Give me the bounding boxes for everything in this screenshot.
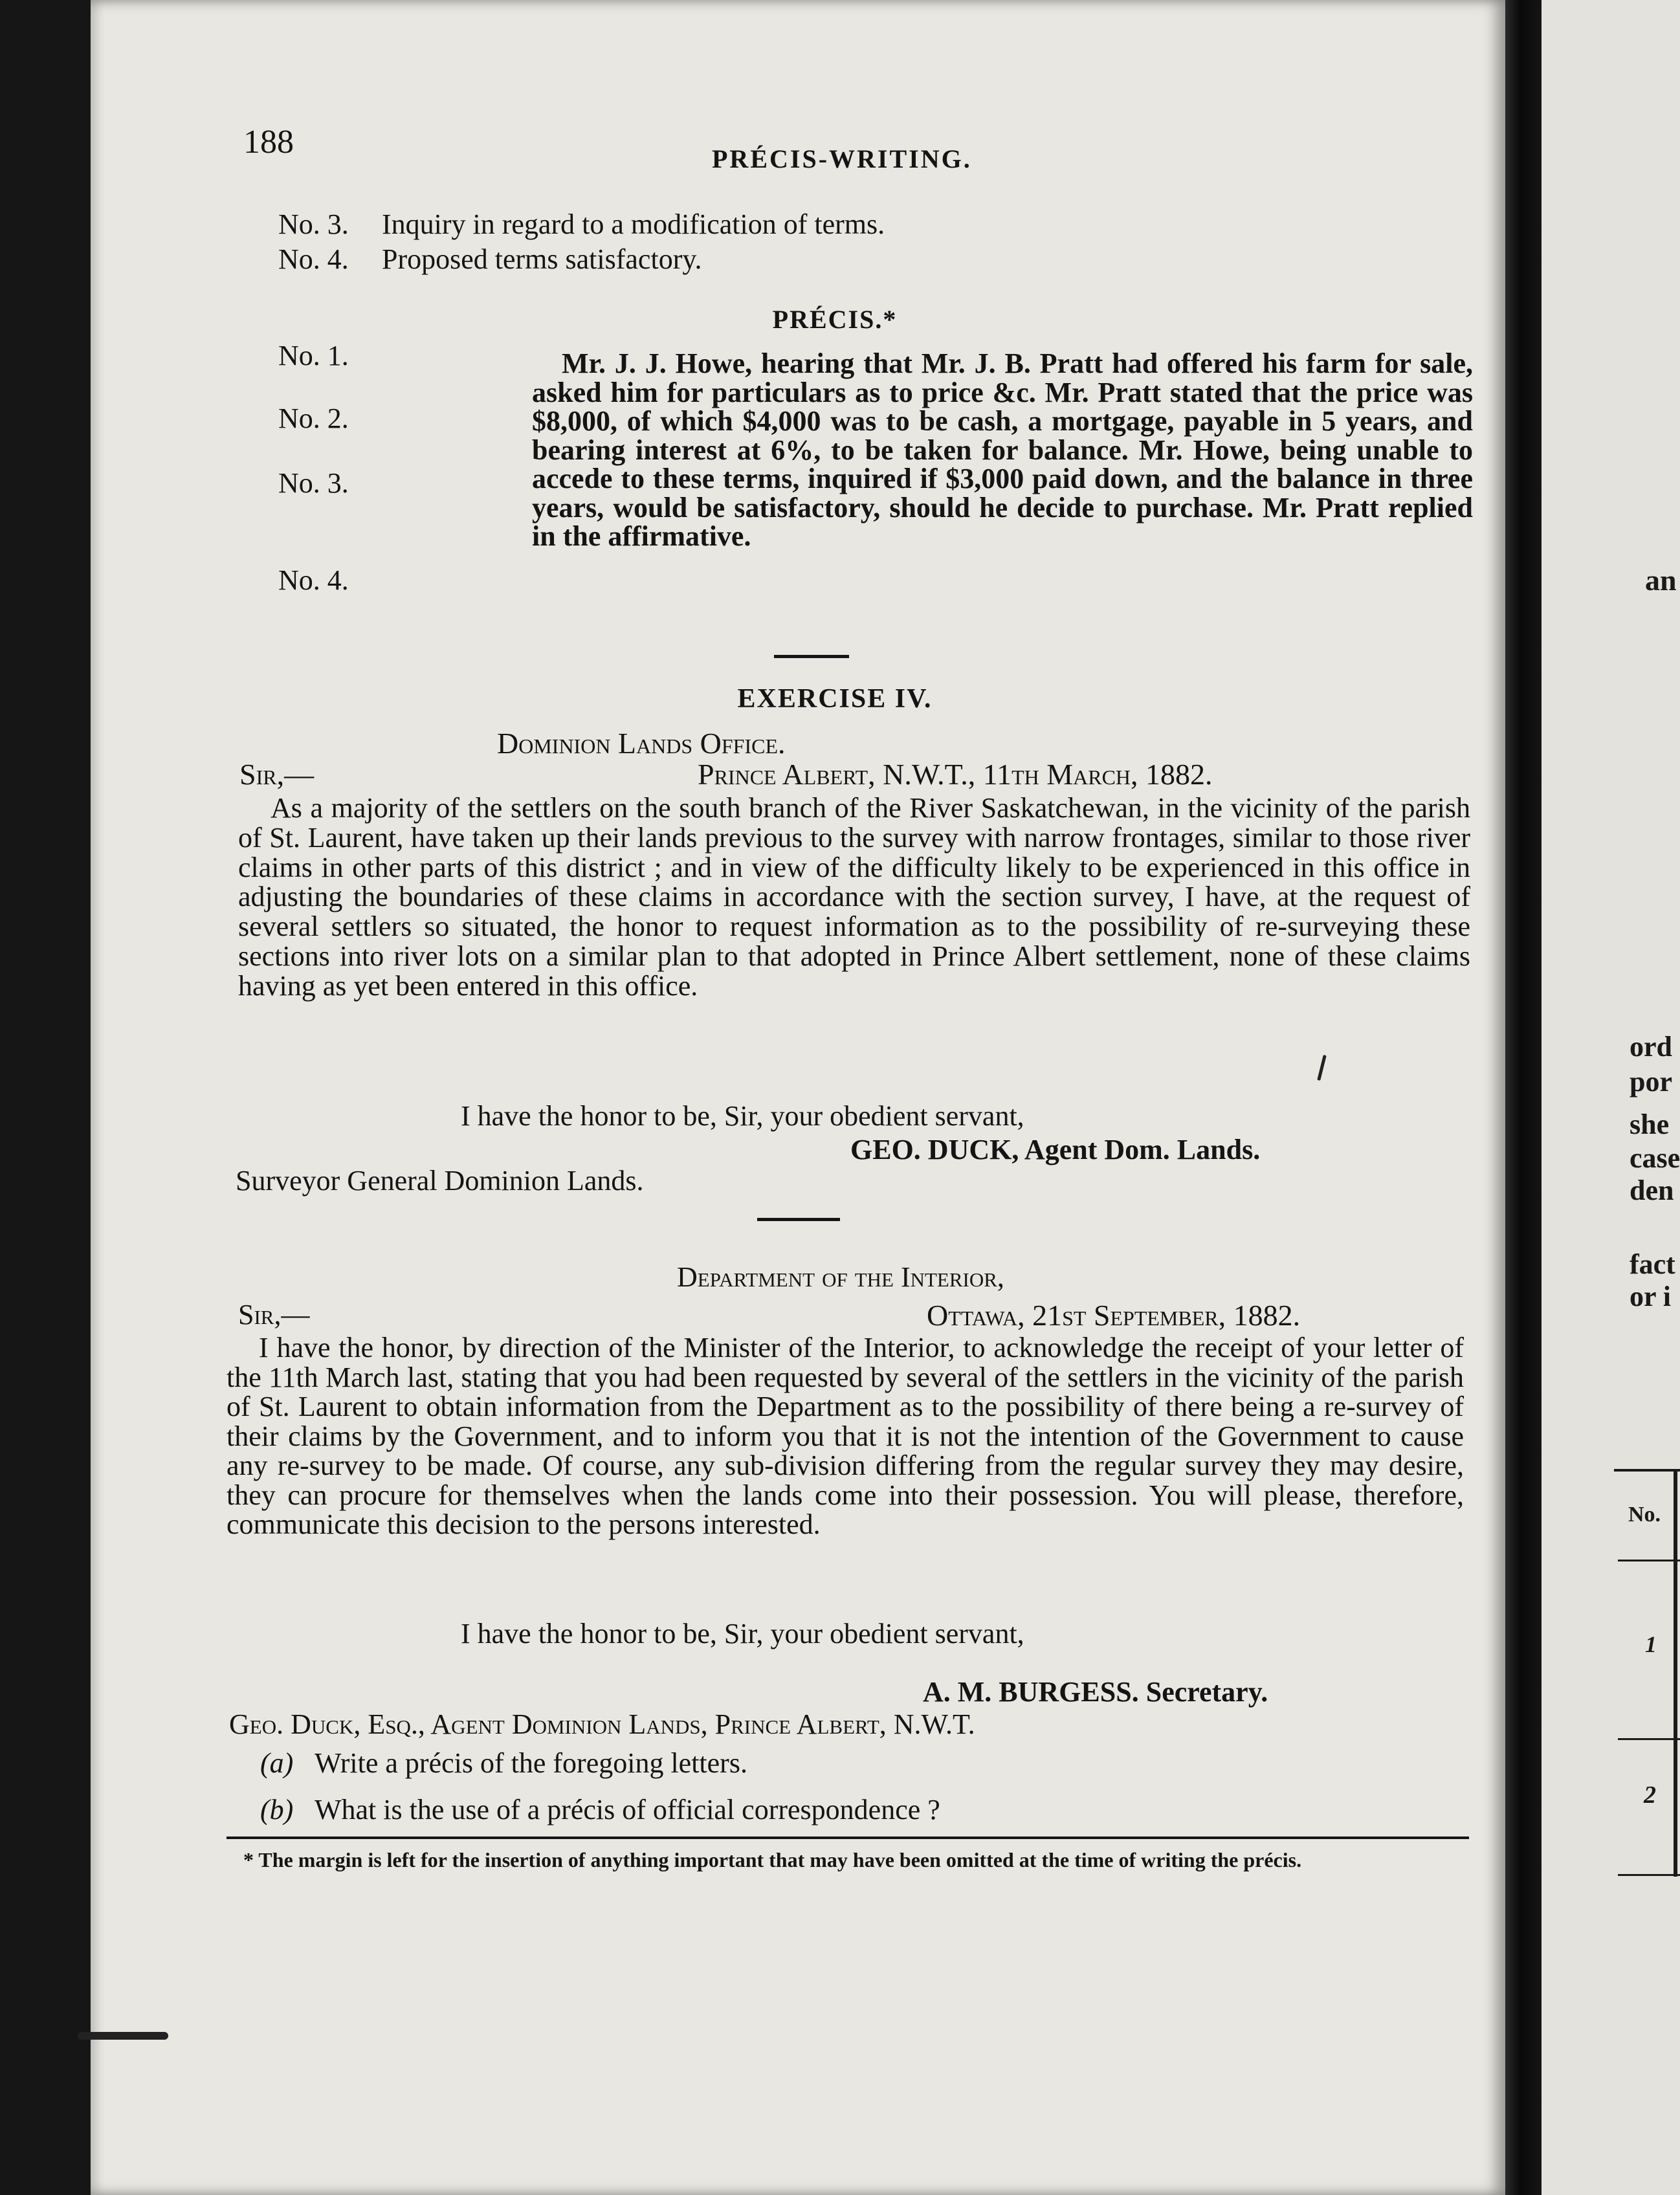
facing-rule — [1614, 1469, 1680, 1472]
letter1-salutation: Sir,— — [239, 758, 315, 791]
precis-margin-label-2: No. 2. — [278, 403, 349, 434]
exercise-heading: EXERCISE IV. — [737, 684, 933, 714]
letter2-addressee: Geo. Duck, Esq., Agent Dominion Lands, Prince Albert, N.W.T. — [229, 1708, 975, 1740]
facing-page — [1542, 0, 1680, 2195]
facing-rule — [1618, 1738, 1680, 1740]
facing-fragment: fact — [1630, 1248, 1675, 1280]
facing-rule — [1618, 1560, 1680, 1561]
facing-fragment: ord — [1630, 1031, 1672, 1063]
page-number: 188 — [243, 124, 294, 160]
running-title: PRÉCIS-WRITING. — [712, 144, 972, 173]
letter2-closing: I have the honor to be, Sir, your obedient servant, — [461, 1618, 1024, 1649]
letter2-signature: A. M. BURGESS. Secretary. — [923, 1676, 1268, 1708]
question-b-label: (b) — [260, 1794, 294, 1825]
letter1-closing: I have the honor to be, Sir, your obedient servant, — [461, 1100, 1024, 1132]
precis-heading: PRÉCIS.* — [772, 305, 898, 334]
facing-rule — [1618, 1874, 1680, 1876]
facing-fragment: 1 — [1645, 1631, 1657, 1657]
letter1-signature: GEO. DUCK, Agent Dom. Lands. — [850, 1134, 1261, 1165]
letter1-office: Dominion Lands Office. — [497, 727, 786, 760]
facing-fragment: an — [1645, 564, 1677, 597]
question-b-text: What is the use of a précis of official correspondence ? — [315, 1794, 940, 1825]
letter2-salutation: Sir,— — [238, 1299, 310, 1330]
precis-margin-label-4: No. 4. — [278, 564, 349, 596]
footnote-rule — [227, 1837, 1469, 1839]
letter2-office: Department of the Interior, — [677, 1261, 1004, 1293]
question-a-label: (a) — [260, 1747, 294, 1779]
scan-mark — [1317, 1055, 1327, 1081]
footnote: * The margin is left for the insertion of anything important that may have been omitted at the time of writing the précis. — [243, 1848, 1302, 1871]
letter-divider — [757, 1218, 840, 1221]
precis-body: Mr. J. J. Howe, hearing that Mr. J. B. Pratt had offered his farm for sale, asked him for particulars as to price &c. Mr. Pratt stated that the price was $8,000, of which $4,000 was to be cash, a mortgage, payable in 5 years, and bearing interest at 6%, to be taken for balance. Mr. Howe, being unable to accede to these terms, inquired if $3,000 paid down, and the balance in three years, would be satisfactory, should he decide to purchase. Mr. Pratt replied in the affirmative. — [532, 347, 1473, 552]
question-a-text: Write a précis of the foregoing letters. — [315, 1747, 747, 1779]
precis-margin-label-3: No. 3. — [278, 467, 349, 499]
facing-fragment: 2 — [1644, 1781, 1656, 1809]
letter1-addressee: Surveyor General Dominion Lands. — [236, 1165, 644, 1197]
facing-fragment: or i — [1630, 1281, 1671, 1312]
facing-rule — [1674, 1469, 1677, 1877]
facing-fragment: she — [1630, 1109, 1670, 1140]
facing-fragment: No. — [1628, 1503, 1661, 1527]
book-page — [91, 0, 1505, 2195]
letter2-body: I have the honor, by direction of the Minister of the Interior, to acknowledge the receipt of your letter of the 11th March last, stating that you had been requested by several of the settlers in the vicinity of the parish of St. Laurent to obtain information from the Department as to the possibility of there being a re-survey of their claims by the Government, and to inform you that it is not the intention of the Government to cause any re-survey to be made. Of course, any sub-division differing from the regular survey they may desire, they can procure for themselves when the lands come into their possession. You will please, therefore, communicate this decision to the persons interested. — [227, 1332, 1464, 1540]
letter1-body: As a majority of the settlers on the south branch of the River Saskatchewan, in the vicinity of the parish of St. Laurent, have taken up their lands previous to the survey with narrow frontages, similar to those river claims in other parts of this district ; and in view of the difficulty likely to be experienced in this office in adjusting the boundaries of these claims in accordance with the section survey, I have, at the request of several settlers so situated, the honor to request information as to the possibility of re-surveying these sections into river lots on a similar plan to that adopted in Prince Albert settlement, none of these claims having as yet been entered in this office. — [238, 792, 1470, 1002]
scan-mark — [78, 2032, 168, 2040]
facing-fragment: por — [1630, 1066, 1672, 1098]
facing-fragment: case — [1630, 1142, 1680, 1174]
letter2-place-date: Ottawa, 21st September, 1882. — [927, 1299, 1301, 1332]
index-num-3: No. 3. — [278, 208, 349, 240]
facing-fragment: den — [1630, 1175, 1674, 1206]
index-num-4: No. 4. — [278, 243, 349, 275]
section-divider — [774, 655, 849, 658]
index-text-4: Proposed terms satisfactory. — [382, 243, 702, 275]
precis-margin-label-1: No. 1. — [278, 340, 349, 371]
letter1-place-date: Prince Albert, N.W.T., 11th March, 1882. — [698, 758, 1213, 791]
index-text-3: Inquiry in regard to a modification of terms. — [382, 208, 885, 240]
book-gutter — [1505, 0, 1542, 2195]
